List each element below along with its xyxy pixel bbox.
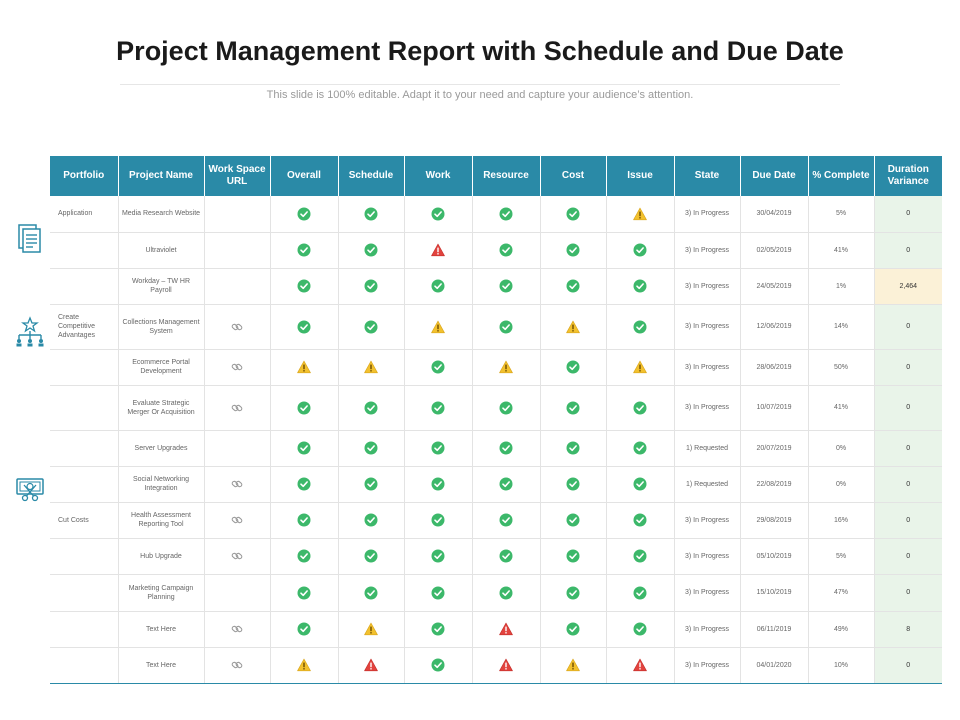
work-status-cell xyxy=(404,647,472,683)
col-header-overall: Overall xyxy=(270,156,338,196)
schedule-status-cell xyxy=(338,611,404,647)
duration-variance-cell: 8 xyxy=(874,611,942,647)
issue-status-cell xyxy=(606,466,674,502)
check-circle-icon xyxy=(566,586,580,600)
project-name-cell: Evaluate Strategic Merger Or Acquisition xyxy=(118,385,204,430)
workspace-url-cell xyxy=(204,268,270,304)
table-row xyxy=(50,385,942,430)
resource-status-cell xyxy=(472,538,540,574)
workspace-url-cell xyxy=(204,385,270,430)
duration-variance-cell: 0 xyxy=(874,466,942,502)
cost-status-cell xyxy=(540,232,606,268)
portfolio-cell xyxy=(50,611,118,647)
percent-complete-cell: 14% xyxy=(808,304,874,349)
col-header-state: State xyxy=(674,156,740,196)
check-circle-icon xyxy=(499,401,513,415)
issue-status-cell xyxy=(606,574,674,611)
alert-triangle-icon xyxy=(431,243,445,257)
cost-status-cell xyxy=(540,538,606,574)
work-status-cell xyxy=(404,502,472,538)
workspace-url-cell xyxy=(204,232,270,268)
check-circle-icon xyxy=(364,586,378,600)
header-row xyxy=(50,156,942,196)
schedule-status-cell xyxy=(338,196,404,232)
work-status-cell xyxy=(404,466,472,502)
link-icon[interactable] xyxy=(231,321,243,333)
schedule-status-cell xyxy=(338,647,404,683)
check-circle-icon xyxy=(633,243,647,257)
project-name-cell: Hub Upgrade xyxy=(118,538,204,574)
check-circle-icon xyxy=(364,207,378,221)
page-subtitle: This slide is 100% editable. Adapt it to your need and capture your audience’s attention. xyxy=(266,89,694,101)
percent-complete-cell: 50% xyxy=(808,349,874,385)
issue-status-cell xyxy=(606,538,674,574)
link-icon[interactable] xyxy=(231,550,243,562)
workspace-url-cell xyxy=(204,349,270,385)
warning-triangle-icon xyxy=(566,320,580,334)
resource-status-cell xyxy=(472,611,540,647)
project-name-cell: Health Assessment Reporting Tool xyxy=(118,502,204,538)
resource-status-cell xyxy=(472,304,540,349)
resource-status-cell xyxy=(472,196,540,232)
col-header-portfolio: Portfolio xyxy=(50,156,118,196)
cost-status-cell xyxy=(540,349,606,385)
due-date-cell: 22/08/2019 xyxy=(740,466,808,502)
state-cell: 3) In Progress xyxy=(674,268,740,304)
overall-status-cell xyxy=(270,385,338,430)
check-circle-icon xyxy=(633,441,647,455)
work-status-cell xyxy=(404,385,472,430)
portfolio-cell xyxy=(50,385,118,430)
overall-status-cell xyxy=(270,502,338,538)
col-header-resource: Resource xyxy=(472,156,540,196)
state-cell: 3) In Progress xyxy=(674,349,740,385)
portfolio-cell: Create Competitive Advantages xyxy=(50,304,118,349)
project-name-cell: Server Upgrades xyxy=(118,430,204,466)
link-icon[interactable] xyxy=(231,514,243,526)
schedule-status-cell xyxy=(338,466,404,502)
table-row xyxy=(50,349,942,385)
issue-status-cell xyxy=(606,232,674,268)
alert-triangle-icon xyxy=(633,658,647,672)
workspace-url-cell xyxy=(204,574,270,611)
work-status-cell xyxy=(404,538,472,574)
page-title: Project Management Report with Schedule and Due Date xyxy=(116,36,844,66)
duration-variance-cell: 0 xyxy=(874,385,942,430)
overall-status-cell xyxy=(270,430,338,466)
check-circle-icon xyxy=(566,477,580,491)
state-cell: 3) In Progress xyxy=(674,538,740,574)
table-row xyxy=(50,538,942,574)
percent-complete-cell: 5% xyxy=(808,196,874,232)
duration-variance-cell: 2,464 xyxy=(874,268,942,304)
overall-status-cell xyxy=(270,196,338,232)
state-cell: 3) In Progress xyxy=(674,502,740,538)
due-date-cell: 28/06/2019 xyxy=(740,349,808,385)
percent-complete-cell: 41% xyxy=(808,232,874,268)
due-date-cell: 24/05/2019 xyxy=(740,268,808,304)
duration-variance-cell: 0 xyxy=(874,304,942,349)
overall-status-cell xyxy=(270,304,338,349)
work-status-cell xyxy=(404,574,472,611)
cost-status-cell xyxy=(540,611,606,647)
check-circle-icon xyxy=(499,549,513,563)
table-row xyxy=(50,304,942,349)
portfolio-cell xyxy=(50,647,118,683)
check-circle-icon xyxy=(633,622,647,636)
state-cell: 3) In Progress xyxy=(674,385,740,430)
issue-status-cell xyxy=(606,385,674,430)
check-circle-icon xyxy=(431,513,445,527)
check-circle-icon xyxy=(431,477,445,491)
money-cut-icon xyxy=(14,472,46,504)
issue-status-cell xyxy=(606,268,674,304)
portfolio-cell xyxy=(50,349,118,385)
check-circle-icon xyxy=(566,441,580,455)
cost-status-cell xyxy=(540,574,606,611)
warning-triangle-icon xyxy=(297,360,311,374)
check-circle-icon xyxy=(431,622,445,636)
check-circle-icon xyxy=(364,243,378,257)
issue-status-cell xyxy=(606,502,674,538)
cost-status-cell xyxy=(540,647,606,683)
portfolio-cell xyxy=(50,538,118,574)
work-status-cell xyxy=(404,232,472,268)
resource-status-cell xyxy=(472,502,540,538)
check-circle-icon xyxy=(364,477,378,491)
cost-status-cell xyxy=(540,268,606,304)
table-row xyxy=(50,196,942,232)
state-cell: 1) Requested xyxy=(674,466,740,502)
link-icon[interactable] xyxy=(231,402,243,414)
table-row xyxy=(50,466,942,502)
cost-status-cell xyxy=(540,196,606,232)
due-date-cell: 10/07/2019 xyxy=(740,385,808,430)
warning-triangle-icon xyxy=(499,360,513,374)
issue-status-cell xyxy=(606,349,674,385)
check-circle-icon xyxy=(566,243,580,257)
col-header-workspace-url: Work Space URL xyxy=(204,156,270,196)
workspace-url-cell xyxy=(204,196,270,232)
state-cell: 3) In Progress xyxy=(674,647,740,683)
link-icon[interactable] xyxy=(231,623,243,635)
portfolio-cell: Application xyxy=(50,196,118,232)
issue-status-cell xyxy=(606,430,674,466)
check-circle-icon xyxy=(297,622,311,636)
percent-complete-cell: 49% xyxy=(808,611,874,647)
due-date-cell: 30/04/2019 xyxy=(740,196,808,232)
portfolio-cell: Cut Costs xyxy=(50,502,118,538)
cost-status-cell xyxy=(540,430,606,466)
workspace-url-cell xyxy=(204,502,270,538)
resource-status-cell xyxy=(472,385,540,430)
project-name-cell: Ecommerce Portal Development xyxy=(118,349,204,385)
project-name-cell: Media Research Website xyxy=(118,196,204,232)
project-name-cell: Social Networking Integration xyxy=(118,466,204,502)
state-cell: 3) In Progress xyxy=(674,574,740,611)
check-circle-icon xyxy=(633,401,647,415)
check-circle-icon xyxy=(633,279,647,293)
check-circle-icon xyxy=(499,207,513,221)
alert-triangle-icon xyxy=(499,658,513,672)
check-circle-icon xyxy=(566,279,580,293)
check-circle-icon xyxy=(431,658,445,672)
cost-status-cell xyxy=(540,502,606,538)
project-name-cell: Marketing Campaign Planning xyxy=(118,574,204,611)
portfolio-cell xyxy=(50,430,118,466)
project-name-cell: Workday – TW HR Payroll xyxy=(118,268,204,304)
check-circle-icon xyxy=(364,320,378,334)
check-circle-icon xyxy=(297,513,311,527)
resource-status-cell xyxy=(472,430,540,466)
schedule-status-cell xyxy=(338,385,404,430)
check-circle-icon xyxy=(297,279,311,293)
check-circle-icon xyxy=(566,513,580,527)
schedule-status-cell xyxy=(338,232,404,268)
warning-triangle-icon xyxy=(297,658,311,672)
check-circle-icon xyxy=(297,586,311,600)
due-date-cell: 04/01/2020 xyxy=(740,647,808,683)
check-circle-icon xyxy=(499,320,513,334)
percent-complete-cell: 41% xyxy=(808,385,874,430)
divider xyxy=(120,84,840,85)
overall-status-cell xyxy=(270,349,338,385)
percent-complete-cell: 47% xyxy=(808,574,874,611)
check-circle-icon xyxy=(431,360,445,374)
duration-variance-cell: 0 xyxy=(874,349,942,385)
check-circle-icon xyxy=(633,320,647,334)
check-circle-icon xyxy=(297,320,311,334)
check-circle-icon xyxy=(431,586,445,600)
table-row xyxy=(50,430,942,466)
table-row xyxy=(50,611,942,647)
project-name-cell: Text Here xyxy=(118,647,204,683)
percent-complete-cell: 16% xyxy=(808,502,874,538)
table-row xyxy=(50,268,942,304)
overall-status-cell xyxy=(270,647,338,683)
link-icon[interactable] xyxy=(231,361,243,373)
duration-variance-cell: 0 xyxy=(874,196,942,232)
work-status-cell xyxy=(404,611,472,647)
work-status-cell xyxy=(404,430,472,466)
percent-complete-cell: 5% xyxy=(808,538,874,574)
portfolio-cell xyxy=(50,268,118,304)
check-circle-icon xyxy=(297,441,311,455)
project-name-cell: Ultraviolet xyxy=(118,232,204,268)
check-circle-icon xyxy=(566,360,580,374)
check-circle-icon xyxy=(566,207,580,221)
check-circle-icon xyxy=(297,243,311,257)
check-circle-icon xyxy=(364,279,378,293)
check-circle-icon xyxy=(297,207,311,221)
check-circle-icon xyxy=(431,441,445,455)
check-circle-icon xyxy=(431,401,445,415)
workspace-url-cell xyxy=(204,466,270,502)
workspace-url-cell xyxy=(204,430,270,466)
table-row xyxy=(50,232,942,268)
state-cell: 1) Requested xyxy=(674,430,740,466)
warning-triangle-icon xyxy=(431,320,445,334)
cost-status-cell xyxy=(540,466,606,502)
schedule-status-cell xyxy=(338,574,404,611)
duration-variance-cell: 0 xyxy=(874,574,942,611)
percent-complete-cell: 1% xyxy=(808,268,874,304)
document-icon xyxy=(14,222,46,254)
alert-triangle-icon xyxy=(364,658,378,672)
check-circle-icon xyxy=(297,549,311,563)
work-status-cell xyxy=(404,196,472,232)
check-circle-icon xyxy=(297,477,311,491)
col-header-percent-complete: % Complete xyxy=(808,156,874,196)
schedule-status-cell xyxy=(338,538,404,574)
work-status-cell xyxy=(404,268,472,304)
schedule-status-cell xyxy=(338,304,404,349)
check-circle-icon xyxy=(633,513,647,527)
check-circle-icon xyxy=(364,441,378,455)
due-date-cell: 29/08/2019 xyxy=(740,502,808,538)
due-date-cell: 20/07/2019 xyxy=(740,430,808,466)
duration-variance-cell: 0 xyxy=(874,502,942,538)
warning-triangle-icon xyxy=(633,207,647,221)
due-date-cell: 05/10/2019 xyxy=(740,538,808,574)
check-circle-icon xyxy=(499,243,513,257)
schedule-status-cell xyxy=(338,349,404,385)
check-circle-icon xyxy=(297,401,311,415)
duration-variance-cell: 0 xyxy=(874,538,942,574)
duration-variance-cell: 0 xyxy=(874,647,942,683)
check-circle-icon xyxy=(633,586,647,600)
project-table xyxy=(50,156,942,684)
col-header-duration-variance: Duration Variance xyxy=(874,156,942,196)
schedule-status-cell xyxy=(338,502,404,538)
check-circle-icon xyxy=(566,622,580,636)
check-circle-icon xyxy=(499,477,513,491)
check-circle-icon xyxy=(499,586,513,600)
work-status-cell xyxy=(404,349,472,385)
due-date-cell: 02/05/2019 xyxy=(740,232,808,268)
col-header-cost: Cost xyxy=(540,156,606,196)
col-header-project-name: Project Name xyxy=(118,156,204,196)
state-cell: 3) In Progress xyxy=(674,304,740,349)
col-header-schedule: Schedule xyxy=(338,156,404,196)
check-circle-icon xyxy=(431,279,445,293)
col-header-due-date: Due Date xyxy=(740,156,808,196)
check-circle-icon xyxy=(566,401,580,415)
schedule-status-cell xyxy=(338,430,404,466)
workspace-url-cell xyxy=(204,647,270,683)
cost-status-cell xyxy=(540,304,606,349)
workspace-url-cell xyxy=(204,304,270,349)
due-date-cell: 06/11/2019 xyxy=(740,611,808,647)
state-cell: 3) In Progress xyxy=(674,611,740,647)
check-circle-icon xyxy=(364,401,378,415)
workspace-url-cell xyxy=(204,611,270,647)
portfolio-cell xyxy=(50,574,118,611)
issue-status-cell xyxy=(606,196,674,232)
col-header-issue: Issue xyxy=(606,156,674,196)
check-circle-icon xyxy=(431,549,445,563)
overall-status-cell xyxy=(270,611,338,647)
issue-status-cell xyxy=(606,611,674,647)
overall-status-cell xyxy=(270,466,338,502)
overall-status-cell xyxy=(270,574,338,611)
col-header-work: Work xyxy=(404,156,472,196)
resource-status-cell xyxy=(472,466,540,502)
table-row xyxy=(50,647,942,683)
check-circle-icon xyxy=(499,513,513,527)
project-name-cell: Collections Management System xyxy=(118,304,204,349)
issue-status-cell xyxy=(606,647,674,683)
percent-complete-cell: 0% xyxy=(808,466,874,502)
org-chart-icon xyxy=(14,316,46,348)
alert-triangle-icon xyxy=(499,622,513,636)
link-icon[interactable] xyxy=(231,478,243,490)
portfolio-cell xyxy=(50,232,118,268)
duration-variance-cell: 0 xyxy=(874,232,942,268)
check-circle-icon xyxy=(364,549,378,563)
warning-triangle-icon xyxy=(566,658,580,672)
resource-status-cell xyxy=(472,574,540,611)
check-circle-icon xyxy=(566,549,580,563)
due-date-cell: 15/10/2019 xyxy=(740,574,808,611)
link-icon[interactable] xyxy=(231,659,243,671)
percent-complete-cell: 0% xyxy=(808,430,874,466)
duration-variance-cell: 0 xyxy=(874,430,942,466)
check-circle-icon xyxy=(431,207,445,221)
workspace-url-cell xyxy=(204,538,270,574)
schedule-status-cell xyxy=(338,268,404,304)
warning-triangle-icon xyxy=(364,360,378,374)
due-date-cell: 12/06/2019 xyxy=(740,304,808,349)
warning-triangle-icon xyxy=(364,622,378,636)
state-cell: 3) In Progress xyxy=(674,196,740,232)
issue-status-cell xyxy=(606,304,674,349)
percent-complete-cell: 10% xyxy=(808,647,874,683)
overall-status-cell xyxy=(270,268,338,304)
check-circle-icon xyxy=(499,279,513,293)
work-status-cell xyxy=(404,304,472,349)
check-circle-icon xyxy=(499,441,513,455)
check-circle-icon xyxy=(633,477,647,491)
project-name-cell: Text Here xyxy=(118,611,204,647)
overall-status-cell xyxy=(270,538,338,574)
resource-status-cell xyxy=(472,268,540,304)
resource-status-cell xyxy=(472,232,540,268)
table-row xyxy=(50,502,942,538)
table-row xyxy=(50,574,942,611)
check-circle-icon xyxy=(633,549,647,563)
check-circle-icon xyxy=(364,513,378,527)
resource-status-cell xyxy=(472,647,540,683)
cost-status-cell xyxy=(540,385,606,430)
portfolio-cell xyxy=(50,466,118,502)
warning-triangle-icon xyxy=(633,360,647,374)
state-cell: 3) In Progress xyxy=(674,232,740,268)
resource-status-cell xyxy=(472,349,540,385)
overall-status-cell xyxy=(270,232,338,268)
